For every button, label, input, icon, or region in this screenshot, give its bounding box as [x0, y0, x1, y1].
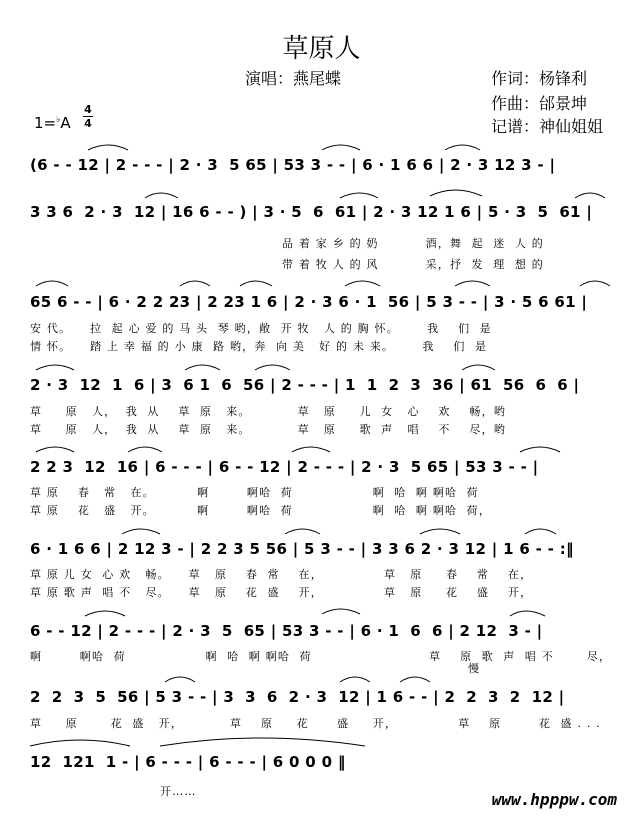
tempo-mark: 慢 — [468, 662, 479, 675]
transcriber-credit: 记谱：神仙姐姐 — [491, 117, 604, 136]
slur-mark — [160, 738, 365, 746]
slur-mark — [36, 365, 74, 370]
lyric-line-13: 开…… — [160, 785, 197, 798]
lyric-line-12: 草 原 花 盛 开， 草 原 花 盛 开， 草 原 花 盛 . . . — [30, 717, 601, 730]
slur-mark — [30, 740, 130, 746]
slur-mark — [185, 365, 220, 370]
score-line-2: 3 3 6 2 · 3 12 | 16 6 - - ) | 3 · 5 6 61 | 2 · 3 12 1 6 | 5 · 3 5 61 | — [30, 203, 593, 221]
slur-mark — [520, 447, 560, 452]
lyric-line-1: 品 着 家 乡 的 奶 酒，舞 起 迷 人 的 — [282, 237, 544, 250]
score-line-4: 2 · 3 12 1 6 | 3 6 1 6 56 | 2 - - - | 1 1 2 3 36 | 61 56 6 6 | — [30, 376, 580, 394]
slur-mark — [430, 190, 482, 196]
lyric-line-7: 草 原 春 常 在。 啊 啊哈 荷 啊 哈 啊 啊哈 荷 — [30, 486, 479, 499]
slur-mark — [340, 677, 370, 682]
flat-accidental: ♭ — [56, 115, 61, 125]
slur-mark — [255, 365, 290, 370]
score-line-1: (6 - - 12 | 2 - - - | 2 · 3 5 65 | 53 3 - - | 6 · 1 6 6 | 2 · 3 12 3 - | — [30, 156, 556, 174]
lyricist-credit: 作词：杨锋利 — [491, 69, 588, 88]
slur-mark — [322, 145, 360, 150]
slur-mark — [340, 193, 378, 198]
slur-mark — [445, 145, 480, 150]
score-line-8: 2 2 3 5 56 | 5 3 - - | 3 3 6 2 · 3 12 | 1 6 - - | 2 2 3 2 12 | — [30, 688, 565, 706]
watermark-url: www.hpppw.com — [491, 790, 617, 809]
score-line-3: 65 6 - - | 6 · 2 2 23 | 2 23 1 6 | 2 · 3 6 · 1 56 | 5 3 - - | 3 · 5 6 61 | — [30, 293, 588, 311]
slur-mark — [36, 447, 74, 452]
lyric-line-10: 草 原 歌 声 唱 不 尽。 草 原 花 盛 开， 草 原 花 盛 开， — [30, 586, 533, 599]
slur-mark — [525, 529, 556, 534]
composer-credit: 作曲：邰景坤 — [491, 94, 588, 113]
song-title: 草原人 — [282, 34, 361, 64]
slur-mark — [128, 447, 162, 452]
slur-mark — [322, 609, 360, 614]
key-label: 1= — [34, 114, 57, 132]
score-line-5: 2 2 3 12 16 | 6 - - - | 6 - - 12 | 2 - - - | 2 · 3 5 65 | 53 3 - - | — [30, 458, 539, 476]
slur-mark — [122, 529, 160, 534]
slur-mark — [165, 677, 195, 682]
slur-mark — [575, 193, 605, 198]
lyric-line-5: 草 原 人， 我 从 草 原 来。 草 原 儿 女 心 欢 畅，哟 — [30, 405, 507, 418]
score-line-7: 6 - - 12 | 2 - - - | 2 · 3 5 65 | 53 3 - - | 6 · 1 6 6 | 2 12 3 - | — [30, 622, 543, 640]
score-line-6: 6 · 1 6 6 | 2 12 3 - | 2 2 3 5 56 | 5 3 - - | 3 3 6 2 · 3 12 | 1 6 - - :‖ — [30, 540, 574, 558]
lyric-line-3: 安 代。 拉 起 心 爱 的 马 头 琴 哟，敞 开 牧 人 的 胸 怀。 我 们 是 — [30, 322, 492, 335]
key-note: A — [60, 114, 71, 132]
slur-mark — [85, 611, 125, 616]
slur-mark — [462, 365, 495, 370]
time-signature-bottom: 4 — [84, 117, 92, 130]
slur-mark — [580, 281, 610, 286]
lyric-line-11: 啊 啊哈 荷 啊 哈 啊 啊哈 荷 草 原 歌 声 唱 不 尽， — [30, 650, 612, 663]
lyric-line-9: 草 原 儿 女 心 欢 畅。 草 原 春 常 在， 草 原 春 常 在， — [30, 568, 533, 581]
slur-mark — [420, 529, 460, 534]
lyric-line-4: 情 怀。 踏 上 幸 福 的 小 康 路 哟，奔 向 美 好 的 未 来。 我 们 是 — [30, 340, 488, 353]
lyric-line-2: 带 着 牧 人 的 风 采，抒 发 理 想 的 — [282, 258, 544, 271]
slur-mark — [400, 677, 430, 682]
slur-mark — [510, 611, 545, 616]
time-signature-top: 4 — [84, 103, 92, 116]
slur-mark — [455, 281, 490, 286]
slur-mark — [292, 447, 330, 452]
lyric-line-6: 草 原 人， 我 从 草 原 来。 草 原 歌 声 唱 不 尽，哟 — [30, 423, 507, 436]
slur-mark — [240, 281, 272, 286]
slur-mark — [36, 281, 68, 286]
slur-mark — [88, 145, 128, 150]
lyric-line-8: 草 原 花 盛 开。 啊 啊哈 荷 啊 哈 啊 啊哈 荷， — [30, 504, 492, 517]
singer-credit: 演唱：燕尾蝶 — [245, 69, 342, 88]
slur-mark — [285, 529, 320, 534]
slur-mark — [345, 281, 380, 286]
score-line-9: 12 121 1 - | 6 - - - | 6 - - - | 6 0 0 0 ‖ — [30, 753, 346, 771]
slur-mark — [180, 281, 210, 286]
slur-mark — [145, 193, 178, 198]
